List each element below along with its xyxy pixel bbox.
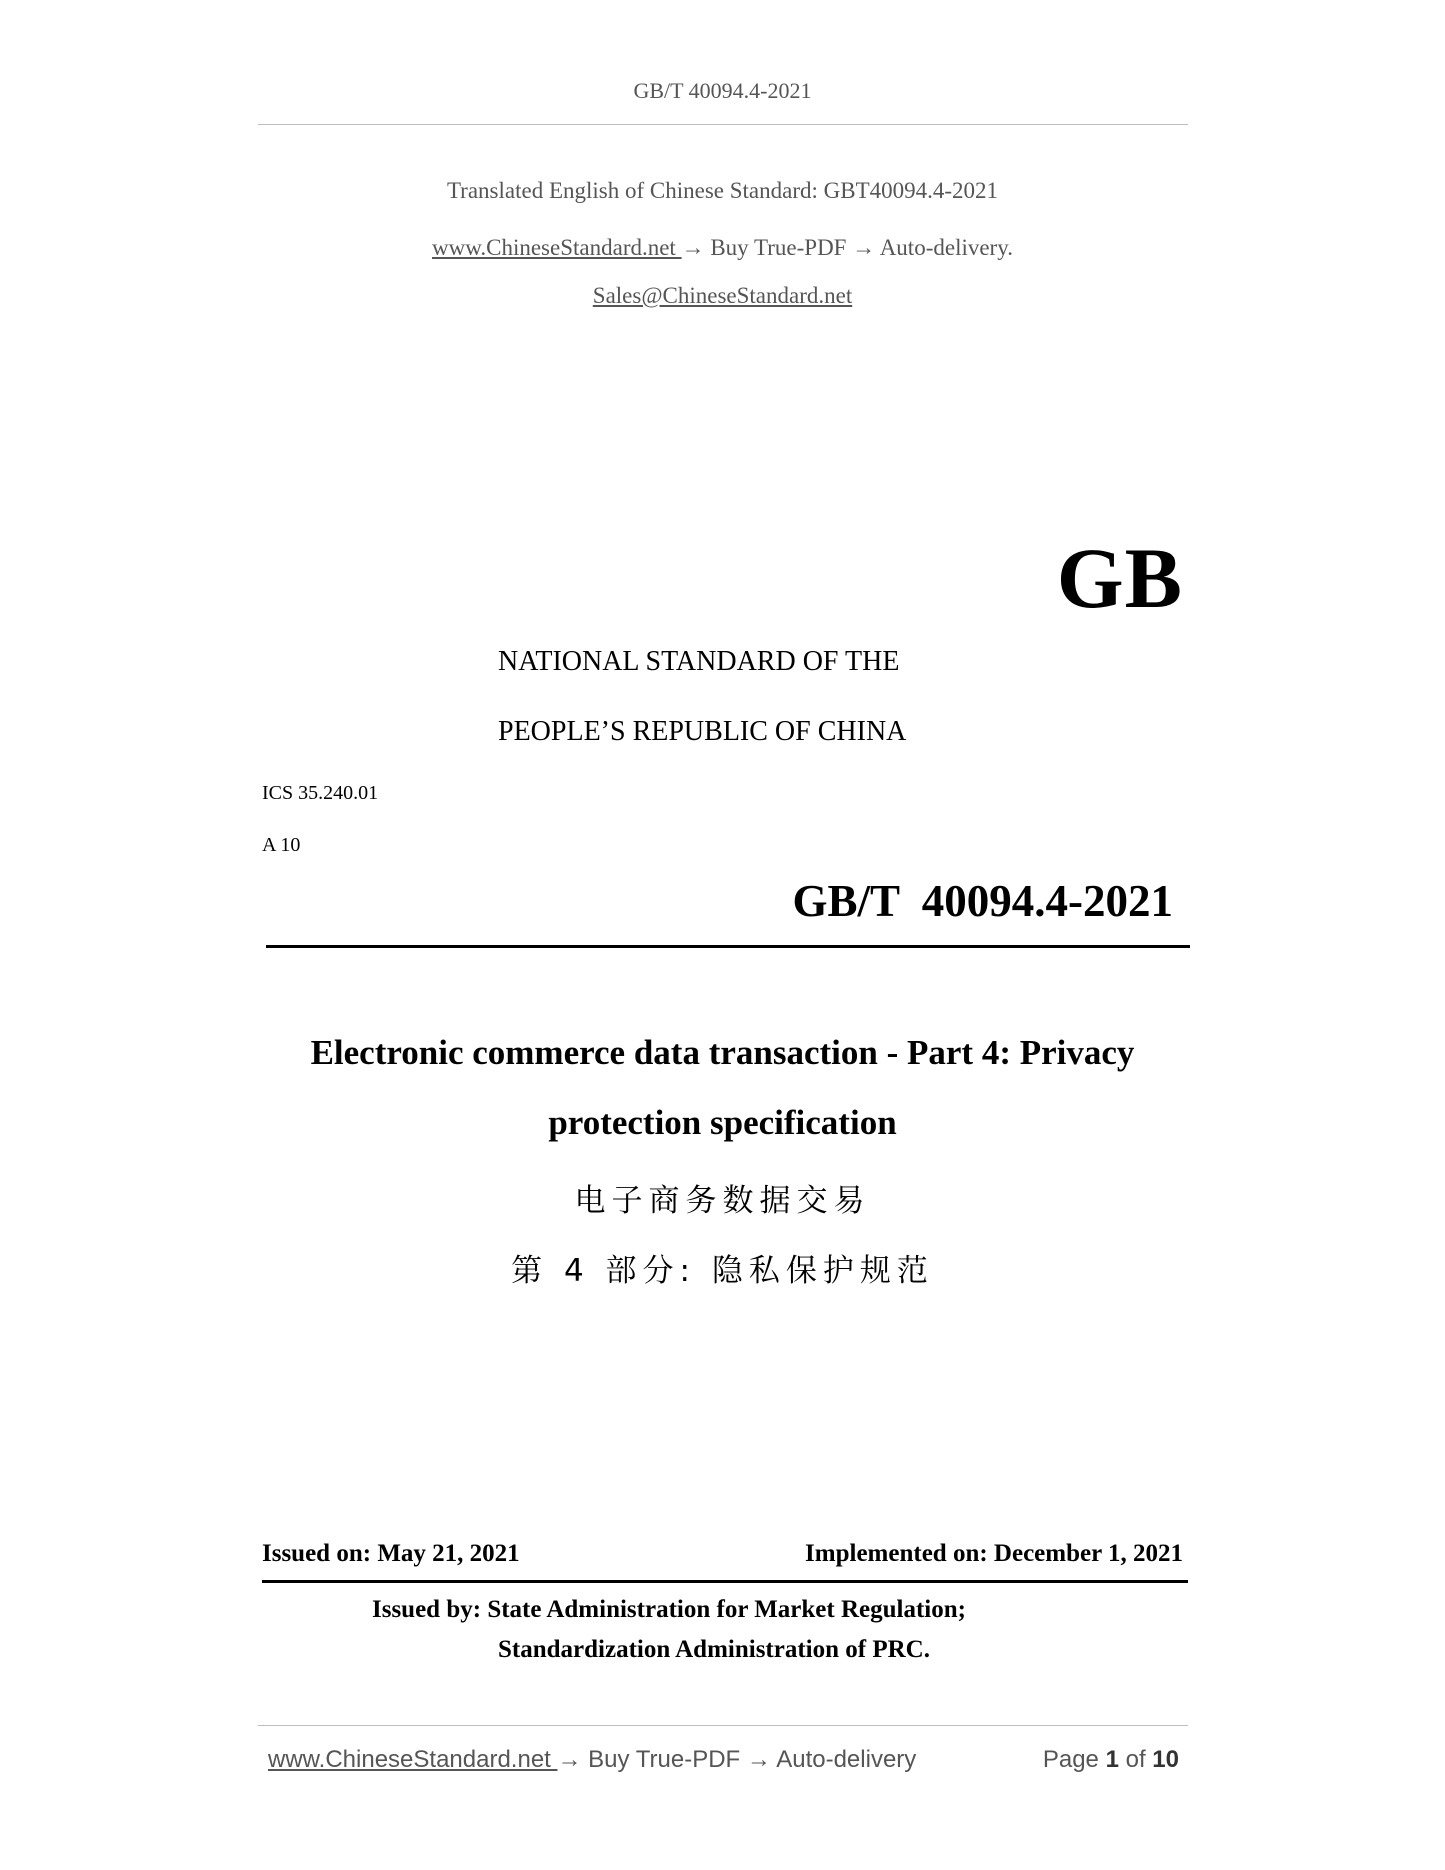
footer-promo bbox=[268, 1746, 916, 1774]
running-header: GB/T 40094.4-2021 bbox=[633, 78, 812, 103]
footer-buy-text: → Buy True-PDF → Auto-delivery bbox=[557, 1746, 917, 1773]
ccs-code: A 10 bbox=[262, 834, 301, 856]
dates-divider bbox=[262, 1580, 1188, 1583]
of-label: of bbox=[1125, 1746, 1146, 1773]
footer-divider bbox=[258, 1725, 1188, 1726]
page-label: Page bbox=[1042, 1746, 1099, 1773]
english-title-line1: Electronic commerce data transaction - Part 4: Privacy bbox=[310, 1033, 1135, 1072]
national-standard-line1: NATIONAL STANDARD OF THE bbox=[498, 646, 900, 677]
email-link[interactable]: Sales@ChineseStandard.net bbox=[592, 283, 853, 308]
standard-code: GB/T 40094.4-2021 bbox=[792, 876, 1173, 926]
buy-text: → Buy True-PDF → Auto-delivery. bbox=[681, 235, 1013, 260]
chinese-title-line2: 第 4 部分: 隐私保护规范 bbox=[511, 1253, 934, 1289]
footer-site-link[interactable]: www.ChineseStandard.net bbox=[268, 1746, 558, 1773]
issuer-line2: Standardization Administration of PRC. bbox=[498, 1636, 930, 1663]
page-indicator bbox=[1043, 1746, 1179, 1774]
site-link[interactable]: www.ChineseStandard.net bbox=[432, 235, 682, 260]
page-number: 1 bbox=[1105, 1746, 1119, 1773]
header-divider bbox=[258, 124, 1188, 125]
code-divider bbox=[266, 945, 1190, 948]
gb-mark: GB bbox=[1056, 530, 1183, 626]
english-title-line2: protection specification bbox=[548, 1103, 897, 1142]
translation-note: Translated English of Chinese Standard: GBT40094.4-2021 bbox=[446, 178, 999, 203]
chinese-title-line1: 电子商务数据交易 bbox=[574, 1183, 871, 1219]
implemented-date: Implemented on: December 1, 2021 bbox=[805, 1540, 1183, 1567]
issued-date: Issued on: May 21, 2021 bbox=[262, 1540, 520, 1567]
email-line bbox=[0, 283, 1445, 309]
promo-line bbox=[0, 235, 1445, 261]
issuer-line1: Issued by: State Administration for Market Regulation; bbox=[372, 1596, 966, 1623]
national-standard-line2: PEOPLE’S REPUBLIC OF CHINA bbox=[498, 716, 907, 747]
page-total: 10 bbox=[1152, 1746, 1179, 1773]
ics-code: ICS 35.240.01 bbox=[262, 782, 379, 804]
